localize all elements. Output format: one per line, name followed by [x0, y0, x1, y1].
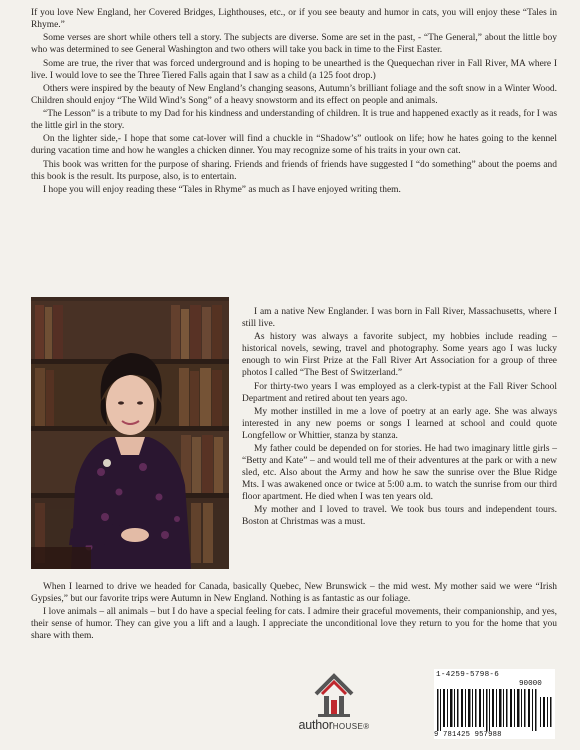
author-bio	[242, 306, 557, 530]
isbn-13-number: 9 781425 957988	[434, 731, 502, 739]
authorhouse-house-logo-icon	[286, 670, 382, 718]
barcode-bars	[437, 689, 553, 731]
bio-paragraph: My father could be depended on for stories. He had two imaginary little girls – “Betty and Kate” – and would tell me of their adventures at the park or with a new sled, etc. Also about the Army and how he saw the sunrise over the Blue Ridge Mts. I was awakened once or twice at 5:00 a.m. to watch the sunrise from our third floor apartment. He died when I was ten years old.	[242, 444, 557, 503]
publisher-name-prefix: author	[298, 718, 333, 732]
intro-paragraph: I hope you will enjoy reading these “Tales in Rhyme” as much as I have enjoyed writing them.	[43, 185, 401, 196]
intro-paragraph: If you love New England, her Covered Bridges, Lighthouses, etc., or if you see beauty and humor in cats, you will enjoy these “Tales in Rhyme.”	[31, 8, 557, 30]
closing-text	[31, 581, 557, 644]
intro-paragraph: “The Lesson” is a tribute to my Dad for his kindness and understanding of children. It is true and happened exactly as it reads, for I was the little girl in the story.	[31, 109, 557, 132]
intro-paragraph: This book was written for the purpose of sharing. Friends and friends of friends have suggested I “do something” about the poems and this book is the result. Its purpose, also, is to entertain.	[31, 159, 557, 182]
intro-paragraph: On the lighter side,- I hope that some cat-lover will find a chuckle in “Shadow’s” outlook on life; how he hates going to the kennel during vacation time and how he wangles a chicken dinner. You may recognize some of his traits in your own cat.	[31, 134, 557, 157]
author-photo	[31, 297, 229, 569]
closing-paragraph: I love animals – all animals – but I do have a special feeling for cats. I admire their graceful movements, their companionship, and yes, their sense of humor. They can give you a lift and a laugh. I appreciate the unconditional love they return to you for the home that you share with them.	[31, 607, 557, 642]
bio-paragraph: For thirty-two years I was employed as a clerk-typist at the Fall River School Department and retired about ten years ago.	[242, 381, 557, 404]
bio-paragraph: I am a native New Englander. I was born in Fall River, Massachusetts, where I still live.	[242, 307, 557, 329]
bio-paragraph: As history was always a favorite subject, my hobbies include reading – historical novels, sewing, travel and photography. Some years ago I was lucky enough to win First Prize at the Fall River Art Association for a group of three photos I called “The Best of Switzerland.”	[242, 332, 557, 379]
publisher-name-suffix: HOUSE	[332, 722, 364, 731]
closing-paragraph: When I learned to drive we headed for Canada, basically Quebec, New Brunswick – the mid west. My mother said we were “Irish Gypsies,” but our favorite trips were Autumn in New England. Nothing is as fantastic as our foliage.	[31, 582, 557, 604]
intro-paragraph: Some verses are short while others tell a story. The subjects are diverse. Some are set in the past, - “The General,” about the little boy who was determined to see General Washington and two others will take you back in time to the First Easter.	[31, 33, 557, 56]
publisher-logo	[286, 670, 382, 742]
isbn-number: 1-4259-5798-6	[436, 671, 500, 679]
intro-text	[31, 7, 557, 197]
price-code: 90000	[519, 680, 542, 688]
bio-paragraph: My mother instilled in me a love of poetry at an early age. She was always interested in any new poems or songs I learned at school and could quote Longfellow or Whittier, stanza by stanza.	[242, 406, 557, 441]
bio-paragraph: My mother and I loved to travel. We took bus tours and independent tours. Boston at Christmas was a must.	[242, 505, 557, 528]
trademark-symbol: ®	[363, 722, 370, 731]
author-portrait-illustration	[31, 297, 229, 569]
publisher-name	[286, 718, 382, 732]
intro-paragraph: Some are true, the river that was forced underground and is hoping to be unearthed is the Quequechan river in Fall River, MA where I live. I would love to see the Three Tiered Falls again that I saw as a child (a 125 foot drop.)	[31, 58, 557, 81]
intro-paragraph: Others were inspired by the beauty of New England’s changing seasons, Autumn’s brilliant foliage and the soft snow in a Winter Wood. Children should enjoy “The Wild Wind’s Song” of a heavy snowstorm and its effect on people and animals.	[31, 83, 557, 106]
